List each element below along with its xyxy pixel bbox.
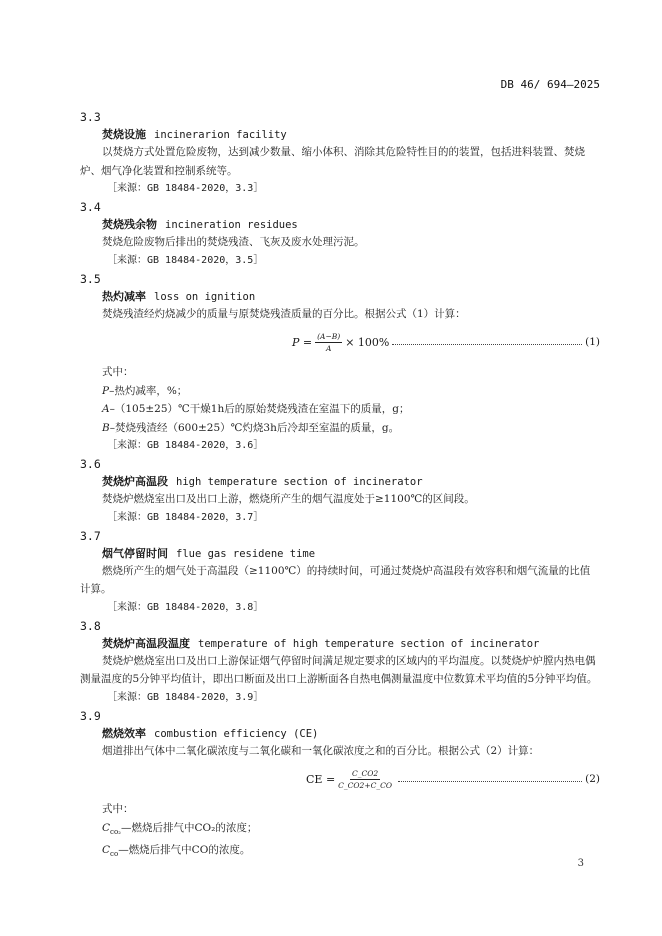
page-number: 3 — [577, 858, 584, 869]
term-title — [102, 545, 600, 562]
section-number: 3.3 — [80, 110, 101, 124]
section-number: 3.6 — [80, 457, 101, 471]
section-3-4 — [80, 198, 600, 270]
symbol-subscript: co — [110, 850, 119, 859]
fraction-denominator: A — [325, 343, 332, 353]
symbol-text: –热灼减率，%； — [109, 384, 188, 397]
term-title — [102, 635, 600, 652]
term-en: incinerarion facility — [154, 129, 287, 141]
symbol: C — [102, 821, 111, 834]
where-label: 式中： — [102, 803, 134, 815]
section-number: 3.4 — [80, 200, 101, 214]
term-definition: 焚烧残渣经灼烧减少的质量与原焚烧残渣质量的百分比。根据公式（1）计算： — [102, 307, 466, 320]
symbol-text: –（105±25）℃干燥1h后的原始焚烧残渣在室温下的质量，g； — [109, 403, 410, 415]
term-definition: 焚烧炉燃烧室出口及出口上游保证烟气停留时间满足规定要求的区域内的平均温度。以焚烧炉炉膛内热电偶测量温度的5分钟平均值计，即出口断面及出口上游断面各自热电偶测量温度中位数算术平均值的5分钟平均值。 — [80, 654, 598, 685]
term-en: combustion efficiency (CE) — [154, 727, 319, 740]
standard-code: DB 46/ 694—2025 — [500, 78, 600, 91]
formula-number: (1) — [585, 336, 600, 348]
fraction-numerator: (A−B) — [317, 331, 341, 341]
symbol-text: –焚烧残渣经（600±25）℃灼烧3h后冷却至室温的质量，g。 — [109, 421, 400, 434]
term-title — [102, 725, 600, 742]
term-definition: 燃烧所产生的烟气处于高温段（≥1100℃）的持续时间，可通过焚烧炉高温段有效容积和烟气流量的比值计算。 — [80, 564, 591, 595]
section-3-6 — [80, 455, 600, 527]
symbol-definition — [102, 382, 600, 401]
term-zh: 烟气停留时间 — [102, 546, 168, 560]
term-zh: 焚烧炉高温段温度 — [102, 636, 190, 650]
term-title — [102, 216, 600, 233]
section-3-3 — [80, 108, 600, 198]
formula-2 — [80, 763, 600, 795]
term-source: ［来源：GB 18484-2020，3.7］ — [107, 511, 264, 523]
term-source: ［来源：GB 18484-2020，3.8］ — [107, 601, 264, 613]
symbol: B — [102, 421, 110, 434]
term-title — [102, 473, 600, 490]
term-definition: 以焚烧方式处置危险废物，达到减少数量、缩小体积、消除其危险特性目的的装置，包括进料装置、焚烧炉、烟气净化装置和控制系统等。 — [80, 146, 585, 177]
term-en: incineration residues — [165, 219, 298, 231]
term-title — [102, 126, 600, 143]
term-source: ［来源：GB 18484-2020，3.6］ — [107, 440, 264, 451]
formula-number: (2) — [585, 773, 600, 785]
symbol: C — [102, 844, 111, 857]
term-source: ［来源：GB 18484-2020，3.9］ — [107, 691, 264, 703]
term-zh: 焚烧设施 — [102, 128, 146, 141]
section-3-5 — [80, 270, 600, 456]
section-number: 3.5 — [80, 271, 101, 286]
term-zh: 焚烧炉高温段 — [102, 475, 168, 488]
formula-1 — [80, 326, 600, 358]
term-definition: 焚烧危险废物后排出的焚烧残渣、飞灰及废水处理污泥。 — [102, 236, 365, 248]
dot-leader — [392, 344, 582, 345]
fraction-denominator: C_CO2+C_CO — [338, 780, 392, 790]
symbol-text: —燃烧后排气中CO的浓度。 — [118, 844, 251, 857]
term-zh: 热灼减率 — [102, 289, 146, 303]
symbol: A — [102, 403, 110, 415]
section-number: 3.8 — [80, 618, 101, 633]
section-number: 3.9 — [80, 708, 101, 723]
symbol-definition — [102, 841, 600, 864]
section-3-8 — [80, 617, 600, 707]
term-en: high temperature section of incinerator — [176, 476, 423, 488]
term-zh: 焚烧残余物 — [102, 218, 157, 231]
section-3-7 — [80, 527, 600, 617]
formula-lhs: P = — [292, 335, 313, 349]
term-en: flue gas residene time — [176, 547, 316, 560]
term-title — [102, 288, 600, 305]
formula-fraction — [315, 332, 342, 353]
section-number: 3.7 — [80, 528, 101, 543]
symbol-text: —燃烧后排气中CO₂的浓度； — [121, 821, 258, 834]
term-definition: 烟道排出气体中二氧化碳浓度与二氧化碳和一氧化碳浓度之和的百分比。根据公式（2）计算： — [102, 744, 540, 757]
term-en: loss on ignition — [154, 290, 256, 303]
formula-rhs: × 100% — [345, 335, 390, 349]
formula-lhs: CE = — [306, 772, 336, 786]
term-source: ［来源：GB 18484-2020，3.3］ — [107, 183, 264, 194]
term-definition: 焚烧炉燃烧室出口及出口上游，燃烧所产生的烟气温度处于≥1100℃的区间段。 — [102, 493, 475, 505]
symbol: P — [102, 384, 110, 397]
term-source: ［来源：GB 18484-2020，3.5］ — [107, 254, 264, 266]
symbol-definition — [102, 419, 600, 438]
symbol-definition — [102, 400, 600, 419]
formula-fraction — [338, 769, 392, 790]
term-zh: 燃烧效率 — [102, 726, 146, 740]
symbol-definition — [102, 819, 600, 842]
terms-content — [80, 108, 600, 864]
section-3-9 — [80, 707, 600, 864]
dot-leader — [398, 781, 582, 782]
fraction-numerator: C_CO2 — [352, 768, 379, 778]
term-en: temperature of high temperature section of incinerator — [198, 637, 540, 650]
where-label: 式中： — [102, 366, 134, 378]
symbol-subscript: co₂ — [110, 827, 121, 836]
